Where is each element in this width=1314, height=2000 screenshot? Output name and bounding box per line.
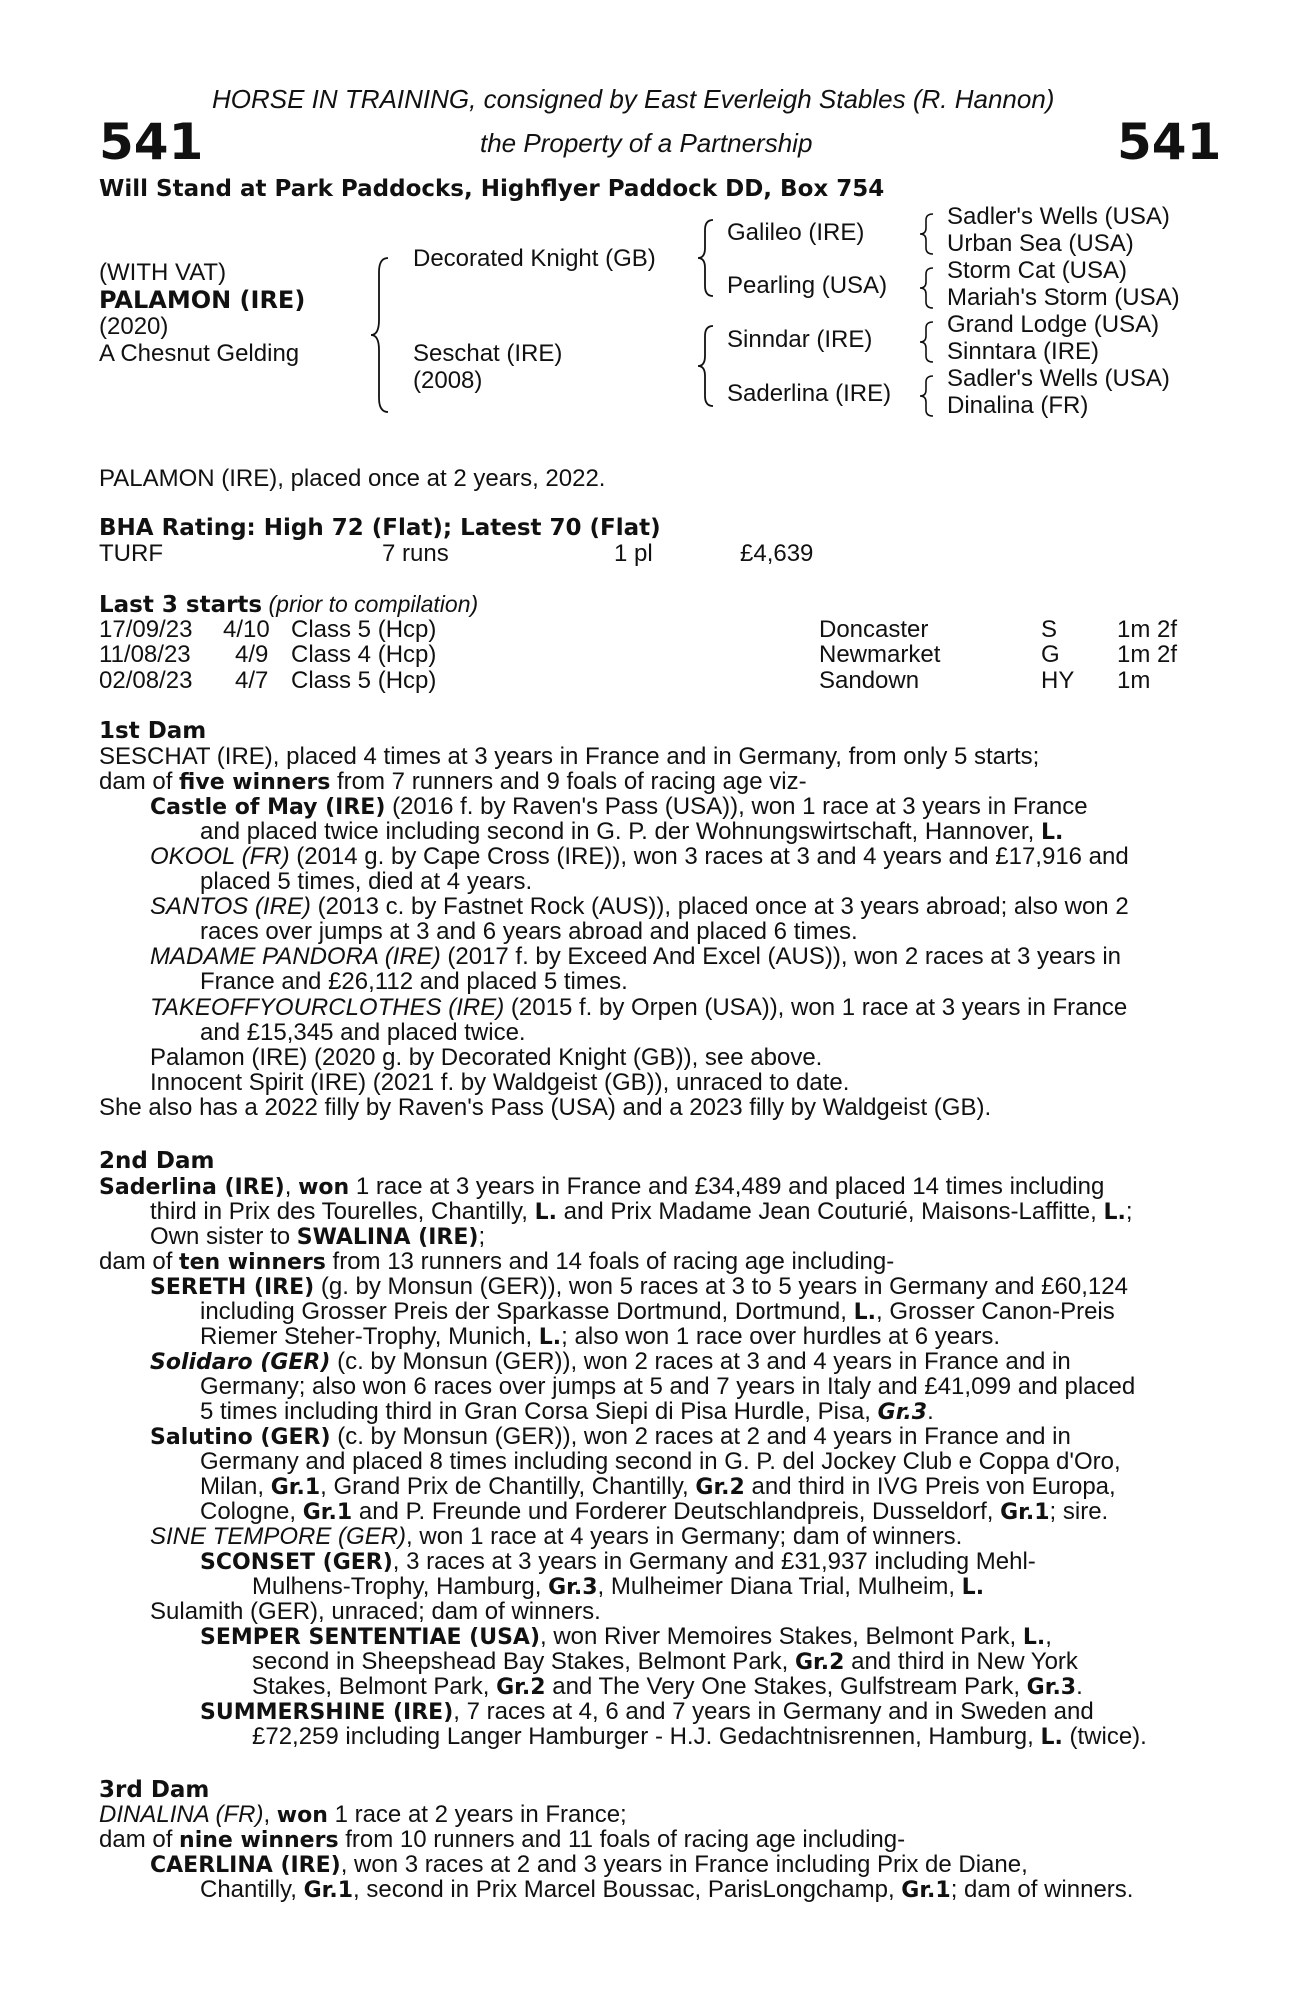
start-class: Class 4 (Hcp)	[291, 641, 437, 668]
pedigree-ancestor: Mariah's Storm (USA)	[947, 284, 1180, 311]
start-distance: 1m	[1117, 667, 1151, 694]
progeny-line: Solidaro (GER) (c. by Monsun (GER)), won 2 races at 3 and 4 years in France and in	[150, 1348, 1071, 1375]
progeny-line: OKOOL (FR) (2014 g. by Cape Cross (IRE)), won 3 races at 3 and 4 years and £17,916 and	[150, 843, 1129, 870]
last-starts-heading	[99, 591, 478, 618]
consignment-line: HORSE IN TRAINING, consigned by East Everleigh Stables (R. Hannon)	[212, 84, 1055, 114]
start-position: 4/10	[223, 616, 270, 643]
pedigree-ancestor: Sadler's Wells (USA)	[947, 365, 1170, 392]
start-going: G	[1041, 641, 1060, 668]
progeny-line: SANTOS (IRE) (2013 c. by Fastnet Rock (AUS)), placed once at 3 years abroad; also won 2	[150, 893, 1129, 920]
progeny-line: SINE TEMPORE (GER), won 1 race at 4 years in Germany; dam of winners.	[150, 1523, 963, 1550]
third-dam-line: DINALINA (FR), won 1 race at 2 years in France;	[99, 1801, 627, 1828]
progeny-line: SUMMERSHINE (IRE), 7 races at 4, 6 and 7 years in Germany and in Sweden and	[200, 1698, 1094, 1725]
pedigree-ancestor: Storm Cat (USA)	[947, 257, 1128, 284]
start-date: 02/08/23	[99, 667, 193, 694]
progeny-line: Cologne, Gr.1 and P. Freunde und Forderer Deutschlandpreis, Dusseldorf, Gr.1; sire.	[200, 1498, 1109, 1525]
progeny-line: £72,259 including Langer Hamburger - H.J. Gedachtnisrennen, Hamburg, L. (twice).	[252, 1723, 1147, 1750]
start-course: Doncaster	[819, 616, 929, 643]
pedigree-dam-sire: Sinndar (IRE)	[727, 326, 873, 353]
progeny-line: SCONSET (GER), 3 races at 3 years in Germany and £31,937 including Mehl-	[200, 1548, 1036, 1575]
third-dam-produce-line: dam of nine winners from 10 runners and 11 foals of racing age including-	[99, 1826, 906, 1853]
pedigree-sire-sire: Galileo (IRE)	[727, 219, 865, 246]
bha-rating: BHA Rating: High 72 (Flat); Latest 70 (Flat)	[99, 515, 661, 541]
progeny-line: SEMPER SENTENTIAE (USA), won River Memoires Stakes, Belmont Park, L.,	[200, 1623, 1052, 1650]
pedigree-dam-year: (2008)	[413, 367, 483, 394]
second-dam-heading: 2nd Dam	[99, 1148, 215, 1174]
start-class: Class 5 (Hcp)	[291, 667, 437, 694]
start-class: Class 5 (Hcp)	[291, 616, 437, 643]
rating-runs: 7 runs	[382, 540, 449, 567]
pedigree-ancestor: Sinntara (IRE)	[947, 338, 1100, 365]
progeny-line: including Grosser Preis der Sparkasse Dortmund, Dortmund, L., Grosser Canon-Preis	[200, 1298, 1115, 1325]
progeny-line: France and £26,112 and placed 5 times.	[200, 968, 628, 995]
horse-description: A Chesnut Gelding	[99, 340, 300, 367]
rating-placed: 1 pl	[614, 540, 653, 567]
start-distance: 1m 2f	[1117, 641, 1178, 668]
pedigree-dam-dam: Saderlina (IRE)	[727, 380, 892, 407]
start-position: 4/7	[235, 667, 269, 694]
first-dam-produce-line: dam of five winners from 7 runners and 9 foals of racing age viz-	[99, 768, 807, 795]
pedigree-sire: Decorated Knight (GB)	[413, 245, 656, 272]
first-dam-heading: 1st Dam	[99, 718, 207, 744]
pedigree-sire-dam: Pearling (USA)	[727, 272, 888, 299]
start-date: 17/09/23	[99, 616, 193, 643]
progeny-line: MADAME PANDORA (IRE) (2017 f. by Exceed And Excel (AUS)), won 2 races at 3 years in	[150, 943, 1122, 970]
progeny-line: TAKEOFFYOURCLOTHES (IRE) (2015 f. by Orpen (USA)), won 1 race at 3 years in France	[150, 994, 1128, 1021]
pedigree-brace-g2	[916, 266, 938, 310]
start-going: HY	[1041, 667, 1075, 694]
third-dam-heading: 3rd Dam	[99, 1777, 210, 1803]
progeny-line: Mulhens-Trophy, Hamburg, Gr.3, Mulheimer Diana Trial, Mulheim, L.	[252, 1573, 985, 1600]
horse-year: (2020)	[99, 313, 169, 340]
progeny-line: and placed twice including second in G. P. der Wohnungswirtschaft, Hannover, L.	[200, 818, 1064, 845]
pedigree-ancestor: Sadler's Wells (USA)	[947, 203, 1170, 230]
pedigree-ancestor: Dinalina (FR)	[947, 392, 1089, 419]
pedigree-brace-g1	[916, 212, 938, 256]
progeny-line: races over jumps at 3 and 6 years abroad and placed 6 times.	[200, 918, 858, 945]
progeny-line: placed 5 times, died at 4 years.	[200, 868, 533, 895]
rating-earnings: £4,639	[740, 540, 814, 567]
lot-number-left: 541	[99, 113, 204, 171]
second-dam-line: Saderlina (IRE), won 1 race at 3 years in France and £34,489 and placed 14 times including	[99, 1173, 1105, 1200]
progeny-line: Castle of May (IRE) (2016 f. by Raven's Pass (USA)), won 1 race at 3 years in France	[150, 793, 1088, 820]
start-going: S	[1041, 616, 1058, 643]
first-dam-line: SESCHAT (IRE), placed 4 times at 3 years in France and in Germany, from only 5 starts;	[99, 743, 1040, 770]
pedigree-ancestor: Urban Sea (USA)	[947, 230, 1134, 257]
progeny-line: Riemer Steher-Trophy, Munich, L.; also won 1 race over hurdles at 6 years.	[200, 1323, 1001, 1350]
last-starts-note: (prior to compilation)	[268, 591, 479, 617]
rating-surface: TURF	[99, 540, 163, 567]
start-distance: 1m 2f	[1117, 616, 1178, 643]
start-date: 11/08/23	[99, 641, 191, 668]
pedigree-brace-g3	[916, 320, 938, 364]
race-summary: PALAMON (IRE), placed once at 2 years, 2022.	[99, 465, 606, 492]
progeny-line: Milan, Gr.1, Grand Prix de Chantilly, Chantilly, Gr.2 and third in IVG Preis von Europa,	[200, 1473, 1116, 1500]
property-line: the Property of a Partnership	[480, 128, 813, 158]
progeny-line: CAERLINA (IRE), won 3 races at 2 and 3 years in France including Prix de Diane,	[150, 1851, 1028, 1878]
first-dam-note: She also has a 2022 filly by Raven's Pass (USA) and a 2023 filly by Waldgeist (GB).	[99, 1094, 992, 1121]
last-starts-title: Last 3 starts	[99, 592, 263, 618]
progeny-line: Chantilly, Gr.1, second in Prix Marcel Boussac, ParisLongchamp, Gr.1; dam of winners.	[200, 1876, 1134, 1903]
horse-name: PALAMON (IRE)	[99, 286, 306, 314]
second-dam-produce-line: dam of ten winners from 13 runners and 14 foals of racing age including-	[99, 1248, 895, 1275]
progeny-line: Germany; also won 6 races over jumps at 5 and 7 years in Italy and £41,099 and placed	[200, 1373, 1136, 1400]
progeny-line: second in Sheepshead Bay Stakes, Belmont Park, Gr.2 and third in New York	[252, 1648, 1078, 1675]
pedigree-brace-main	[366, 256, 396, 414]
start-course: Sandown	[819, 667, 920, 694]
pedigree-brace-sire	[694, 218, 720, 298]
pedigree-ancestor: Grand Lodge (USA)	[947, 311, 1160, 338]
progeny-line: Sulamith (GER), unraced; dam of winners.	[150, 1598, 601, 1625]
progeny-line: Salutino (GER) (c. by Monsun (GER)), won 2 races at 2 and 4 years in France and in	[150, 1423, 1071, 1450]
progeny-line: Germany and placed 8 times including second in G. P. del Jockey Club e Coppa d'Oro,	[200, 1448, 1121, 1475]
progeny-line: Stakes, Belmont Park, Gr.2 and The Very One Stakes, Gulfstream Park, Gr.3.	[252, 1673, 1083, 1700]
stand-location: Will Stand at Park Paddocks, Highflyer Paddock DD, Box 754	[99, 176, 885, 202]
progeny-line: and £15,345 and placed twice.	[200, 1019, 526, 1046]
pedigree-dam: Seschat (IRE)	[413, 340, 563, 367]
second-dam-line: third in Prix des Tourelles, Chantilly, L. and Prix Madame Jean Couturié, Maisons-Laffitte, L.;	[150, 1198, 1133, 1225]
progeny-line: Palamon (IRE) (2020 g. by Decorated Knight (GB)), see above.	[150, 1044, 823, 1071]
start-course: Newmarket	[819, 641, 941, 668]
vat-note: (WITH VAT)	[99, 259, 227, 286]
progeny-line: Innocent Spirit (IRE) (2021 f. by Waldgeist (GB)), unraced to date.	[150, 1069, 850, 1096]
second-dam-line: Own sister to SWALINA (IRE);	[150, 1223, 486, 1250]
pedigree-brace-g4	[916, 374, 938, 418]
pedigree-brace-dam	[694, 324, 720, 408]
progeny-line: SERETH (IRE) (g. by Monsun (GER)), won 5 races at 3 to 5 years in Germany and £60,124	[150, 1273, 1128, 1300]
lot-number-right: 541	[1117, 113, 1222, 171]
progeny-line: 5 times including third in Gran Corsa Siepi di Pisa Hurdle, Pisa, Gr.3.	[200, 1398, 934, 1425]
start-position: 4/9	[235, 641, 269, 668]
